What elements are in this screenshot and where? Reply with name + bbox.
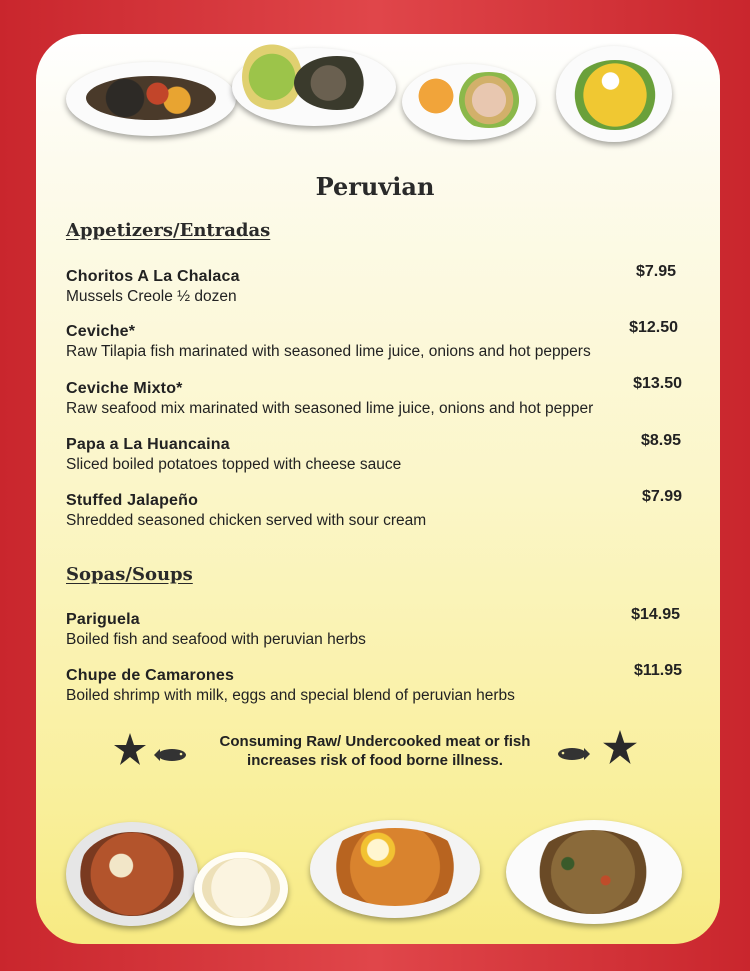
item-name: Ceviche* <box>66 323 136 340</box>
item-price: $13.50 <box>633 375 682 392</box>
item-description: Boiled shrimp with milk, eggs and special blend of peruvian herbs <box>66 687 515 704</box>
menu-item <box>66 432 686 474</box>
menu-title: Peruvian <box>315 172 435 201</box>
item-description: Sliced boiled potatoes topped with cheese sauce <box>66 456 402 473</box>
star-icon <box>602 729 638 765</box>
menu-item <box>66 375 686 418</box>
chupe-bowl-image <box>310 820 480 918</box>
item-name: Choritos A La Chalaca <box>66 268 240 285</box>
warning-line-2: increases risk of food borne illness. <box>247 752 503 769</box>
item-description: Raw Tilapia fish marinated with seasoned lime juice, onions and hot peppers <box>66 343 591 360</box>
item-description: Mussels Creole ½ dozen <box>66 288 237 305</box>
item-name: Papa a La Huancaina <box>66 436 230 453</box>
seafood-plate-image <box>402 64 536 140</box>
papa-huancaina-plate-image <box>556 46 672 142</box>
item-price: $7.95 <box>635 263 676 280</box>
item-price: $8.95 <box>640 432 681 449</box>
ceviche-plate-image <box>232 48 396 126</box>
item-name: Chupe de Camarones <box>66 667 235 684</box>
menu-item <box>66 488 686 530</box>
item-name: Ceviche Mixto* <box>66 380 183 397</box>
menu-item <box>66 263 686 306</box>
item-price: $12.50 <box>629 319 678 336</box>
section-heading-appetizers: Appetizers/Entradas <box>66 220 271 241</box>
warning-line-1: Consuming Raw/ Undercooked meat or fish <box>219 733 531 750</box>
menu-item <box>66 319 686 361</box>
item-price: $7.99 <box>641 488 682 505</box>
item-name: Stuffed Jalapeño <box>66 492 199 509</box>
item-description: Raw seafood mix marinated with seasoned lime juice, onions and hot pepper <box>66 400 594 417</box>
item-description: Shredded seasoned chicken served with sour cream <box>66 512 427 529</box>
section-heading-soups: Sopas/Soups <box>66 564 193 585</box>
item-price: $14.95 <box>631 606 680 623</box>
item-price: $11.95 <box>633 662 682 679</box>
pariguela-bowl-image <box>66 822 198 926</box>
item-name: Pariguela <box>66 611 140 628</box>
fish-icon <box>556 745 592 763</box>
menu-card <box>36 34 720 944</box>
bread-image <box>194 852 288 926</box>
rice-plate-image <box>506 820 682 924</box>
item-description: Boiled fish and seafood with peruvian herbs <box>66 631 366 648</box>
menu-item <box>66 606 686 649</box>
menu-item <box>66 662 686 705</box>
mussels-plate-image <box>66 62 236 136</box>
